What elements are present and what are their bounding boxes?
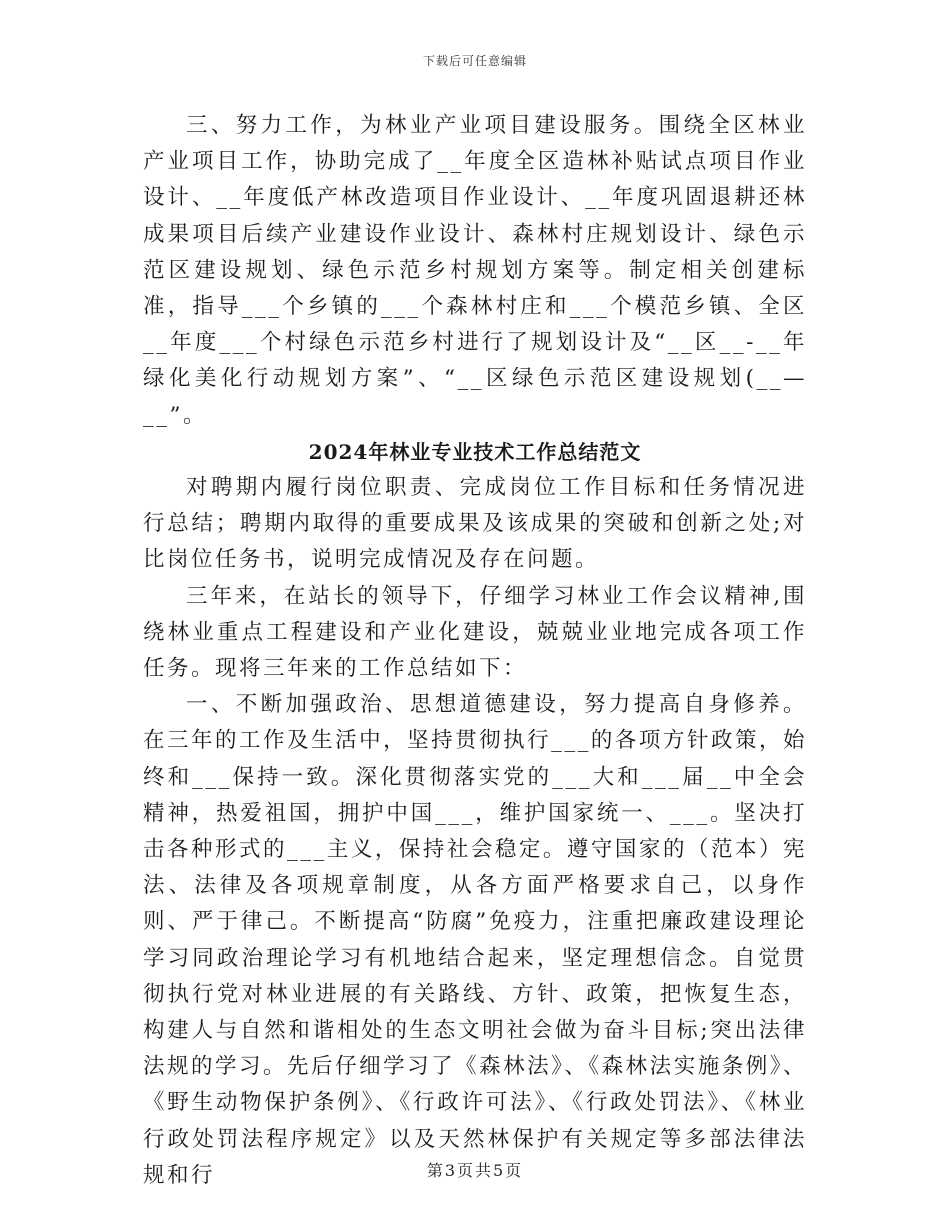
page-footer: 第3页共5页 [426, 1161, 524, 1180]
document-body [143, 108, 807, 1194]
paragraph-intro: 对聘期内履行岗位职责、完成岗位工作目标和任务情况进行总结；聘期内取得的重要成果及该成果的突破和创新之处;对比岗位任务书，说明完成情况及存在问题。 [143, 475, 807, 573]
paragraph-summary: 三年来，在站长的领导下，仔细学习林业工作会议精神,围绕林业重点工程建设和产业化建设，兢兢业业地完成各项工作任务。现将三年来的工作总结如下： [143, 583, 807, 682]
paragraph-section-three: 三、努力工作，为林业产业项目建设服务。围绕全区林业产业项目工作，协助完成了__年度全区造林补贴试点项目作业设计、__年度低产林改造项目作业设计、__年度巩固退耕还林成果项目后续产业建设作业设计、森林村庄规划设计、绿色示范区建设规划、绿色示范乡村规划方案等。制定相关创建标准，指导___个乡镇的___个森林村庄和___个模范乡镇、全区__年度___个村绿色示范乡村进行了规划设计及“__区__-__年绿化美化行动规划方案”、“__区绿色示范区建设规划(__—__”。 [143, 113, 807, 428]
page-header: 下载后可任意编辑 [422, 54, 527, 68]
document-title: 2024年林业专业技术工作总结范文 [308, 439, 642, 464]
paragraph-section-one: 一、不断加强政治、思想道德建设，努力提高自身修养。在三年的工作及生活中，坚持贯彻执行___的各项方针政策，始终和___保持一致。深化贯彻落实党的___大和___届__中全会精神，热爱祖国，拥护中国___，维护国家统一、___。坚决打击各种形式的___主义，保持社会稳定。遵守国家的（范本）宪法、法律及各项规章制度，从各方面严格要求自己，以身作则、严于律己。不断提高“防腐”免疫力，注重把廉政建设理论学习同政治理论学习有机地结合起来，坚定理想信念。自觉贯彻执行党对林业进展的有关路线、方针、政策，把恢复生态，构建人与自然和谐相处的生态文明社会做为奋斗目标;突出法律法规的学习。先后仔细学习了《森林法》、《森林法实施条例》、《野生动物保护条例》、《行政许可法》、《行政处罚法》、《林业行政处罚法程序规定》以及天然林保护有关规定等多部法律法规和行 [143, 692, 807, 1188]
